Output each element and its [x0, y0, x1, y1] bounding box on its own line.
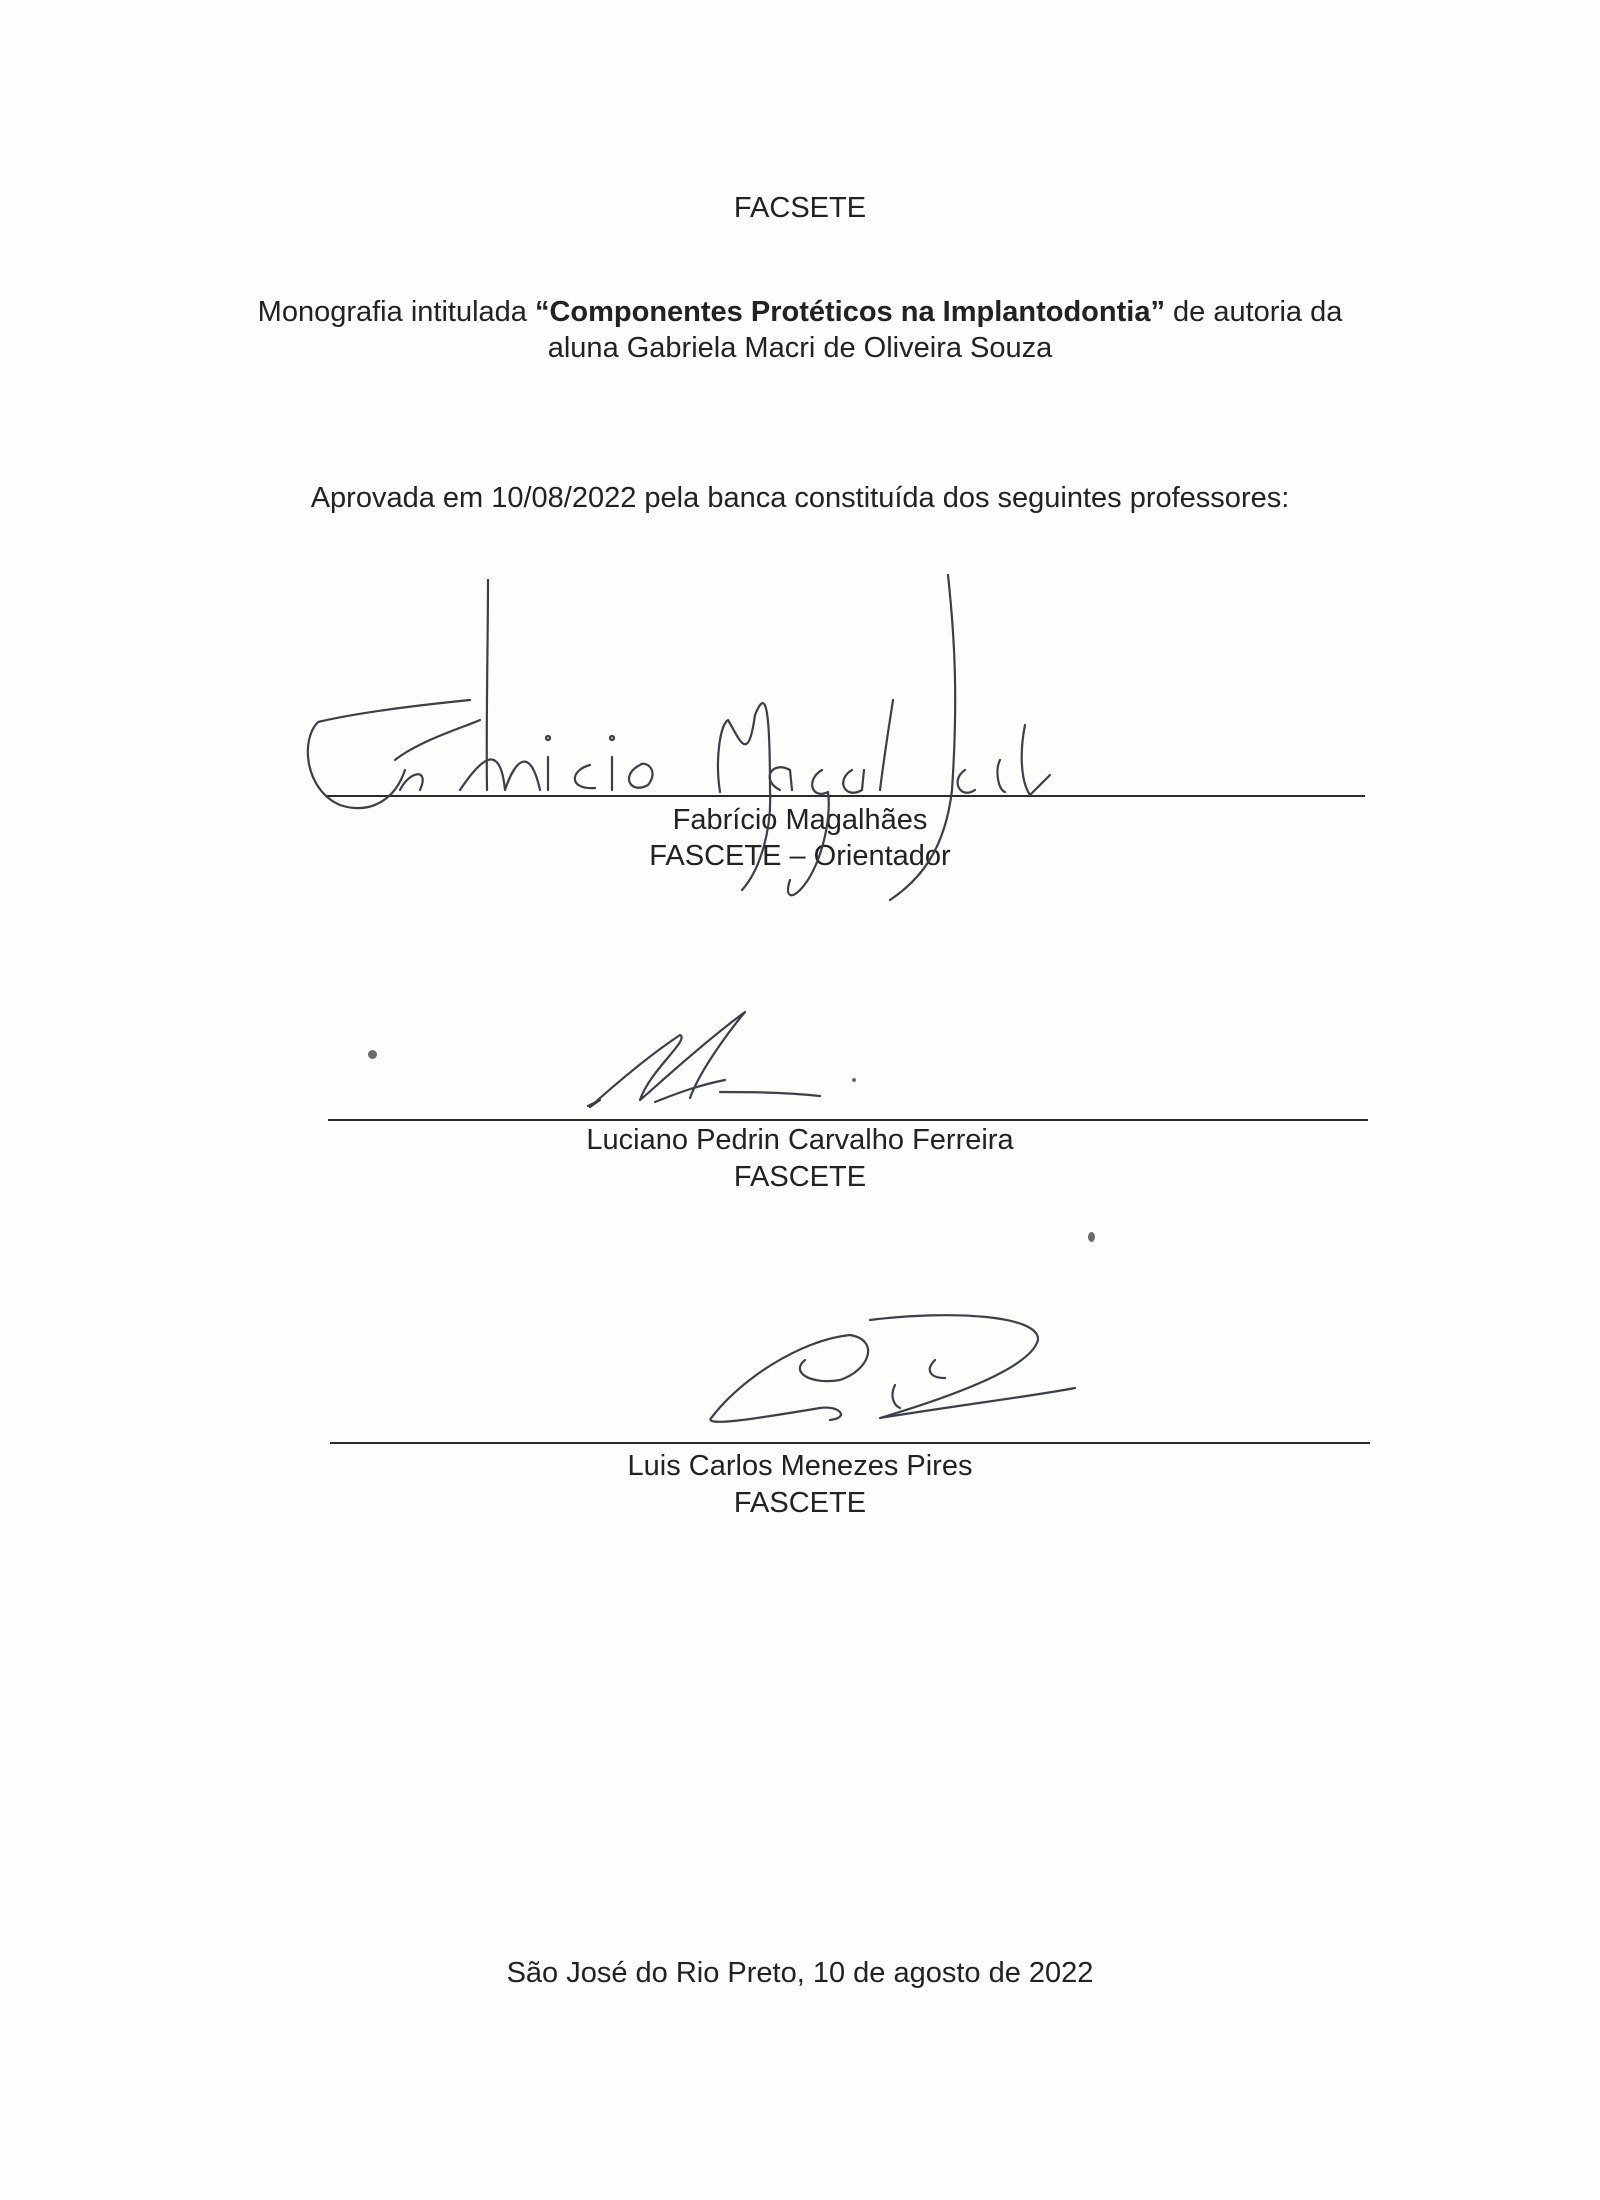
place-date: São José do Rio Preto, 10 de agosto de 2022 — [506, 1957, 1094, 1989]
monograph-prefix: Monografia intitulada — [257, 296, 535, 328]
monograph-author: aluna Gabriela Macri de Oliveira Souza — [547, 332, 1053, 364]
scan-speck — [368, 1050, 377, 1059]
scan-speck — [1088, 1232, 1095, 1242]
examiner-1-organization: FASCETE – Orientador — [649, 840, 951, 872]
signature-line-2 — [328, 1119, 1368, 1121]
institution-heading: FACSETE — [733, 192, 867, 224]
approval-statement: Aprovada em 10/08/2022 pela banca constituída dos seguintes professores: — [310, 482, 1290, 514]
scan-speck — [852, 1078, 856, 1082]
monograph-title: “Componentes Protéticos na Implantodontia” — [534, 296, 1165, 328]
examiner-3-name: Luis Carlos Menezes Pires — [627, 1450, 973, 1482]
examiner-2-organization: FASCETE — [733, 1161, 867, 1193]
monograph-suffix: de autoria da — [1164, 296, 1343, 328]
examiner-2-name: Luciano Pedrin Carvalho Ferreira — [586, 1124, 1014, 1156]
signature-2-drawing — [588, 1012, 820, 1107]
monograph-statement — [0, 294, 1600, 366]
signature-line-1 — [325, 795, 1365, 797]
examiner-1-name: Fabrício Magalhães — [672, 804, 928, 836]
signature-line-3 — [330, 1442, 1370, 1444]
signature-3-drawing — [710, 1315, 1075, 1422]
examiner-3-organization: FASCETE — [733, 1487, 867, 1519]
